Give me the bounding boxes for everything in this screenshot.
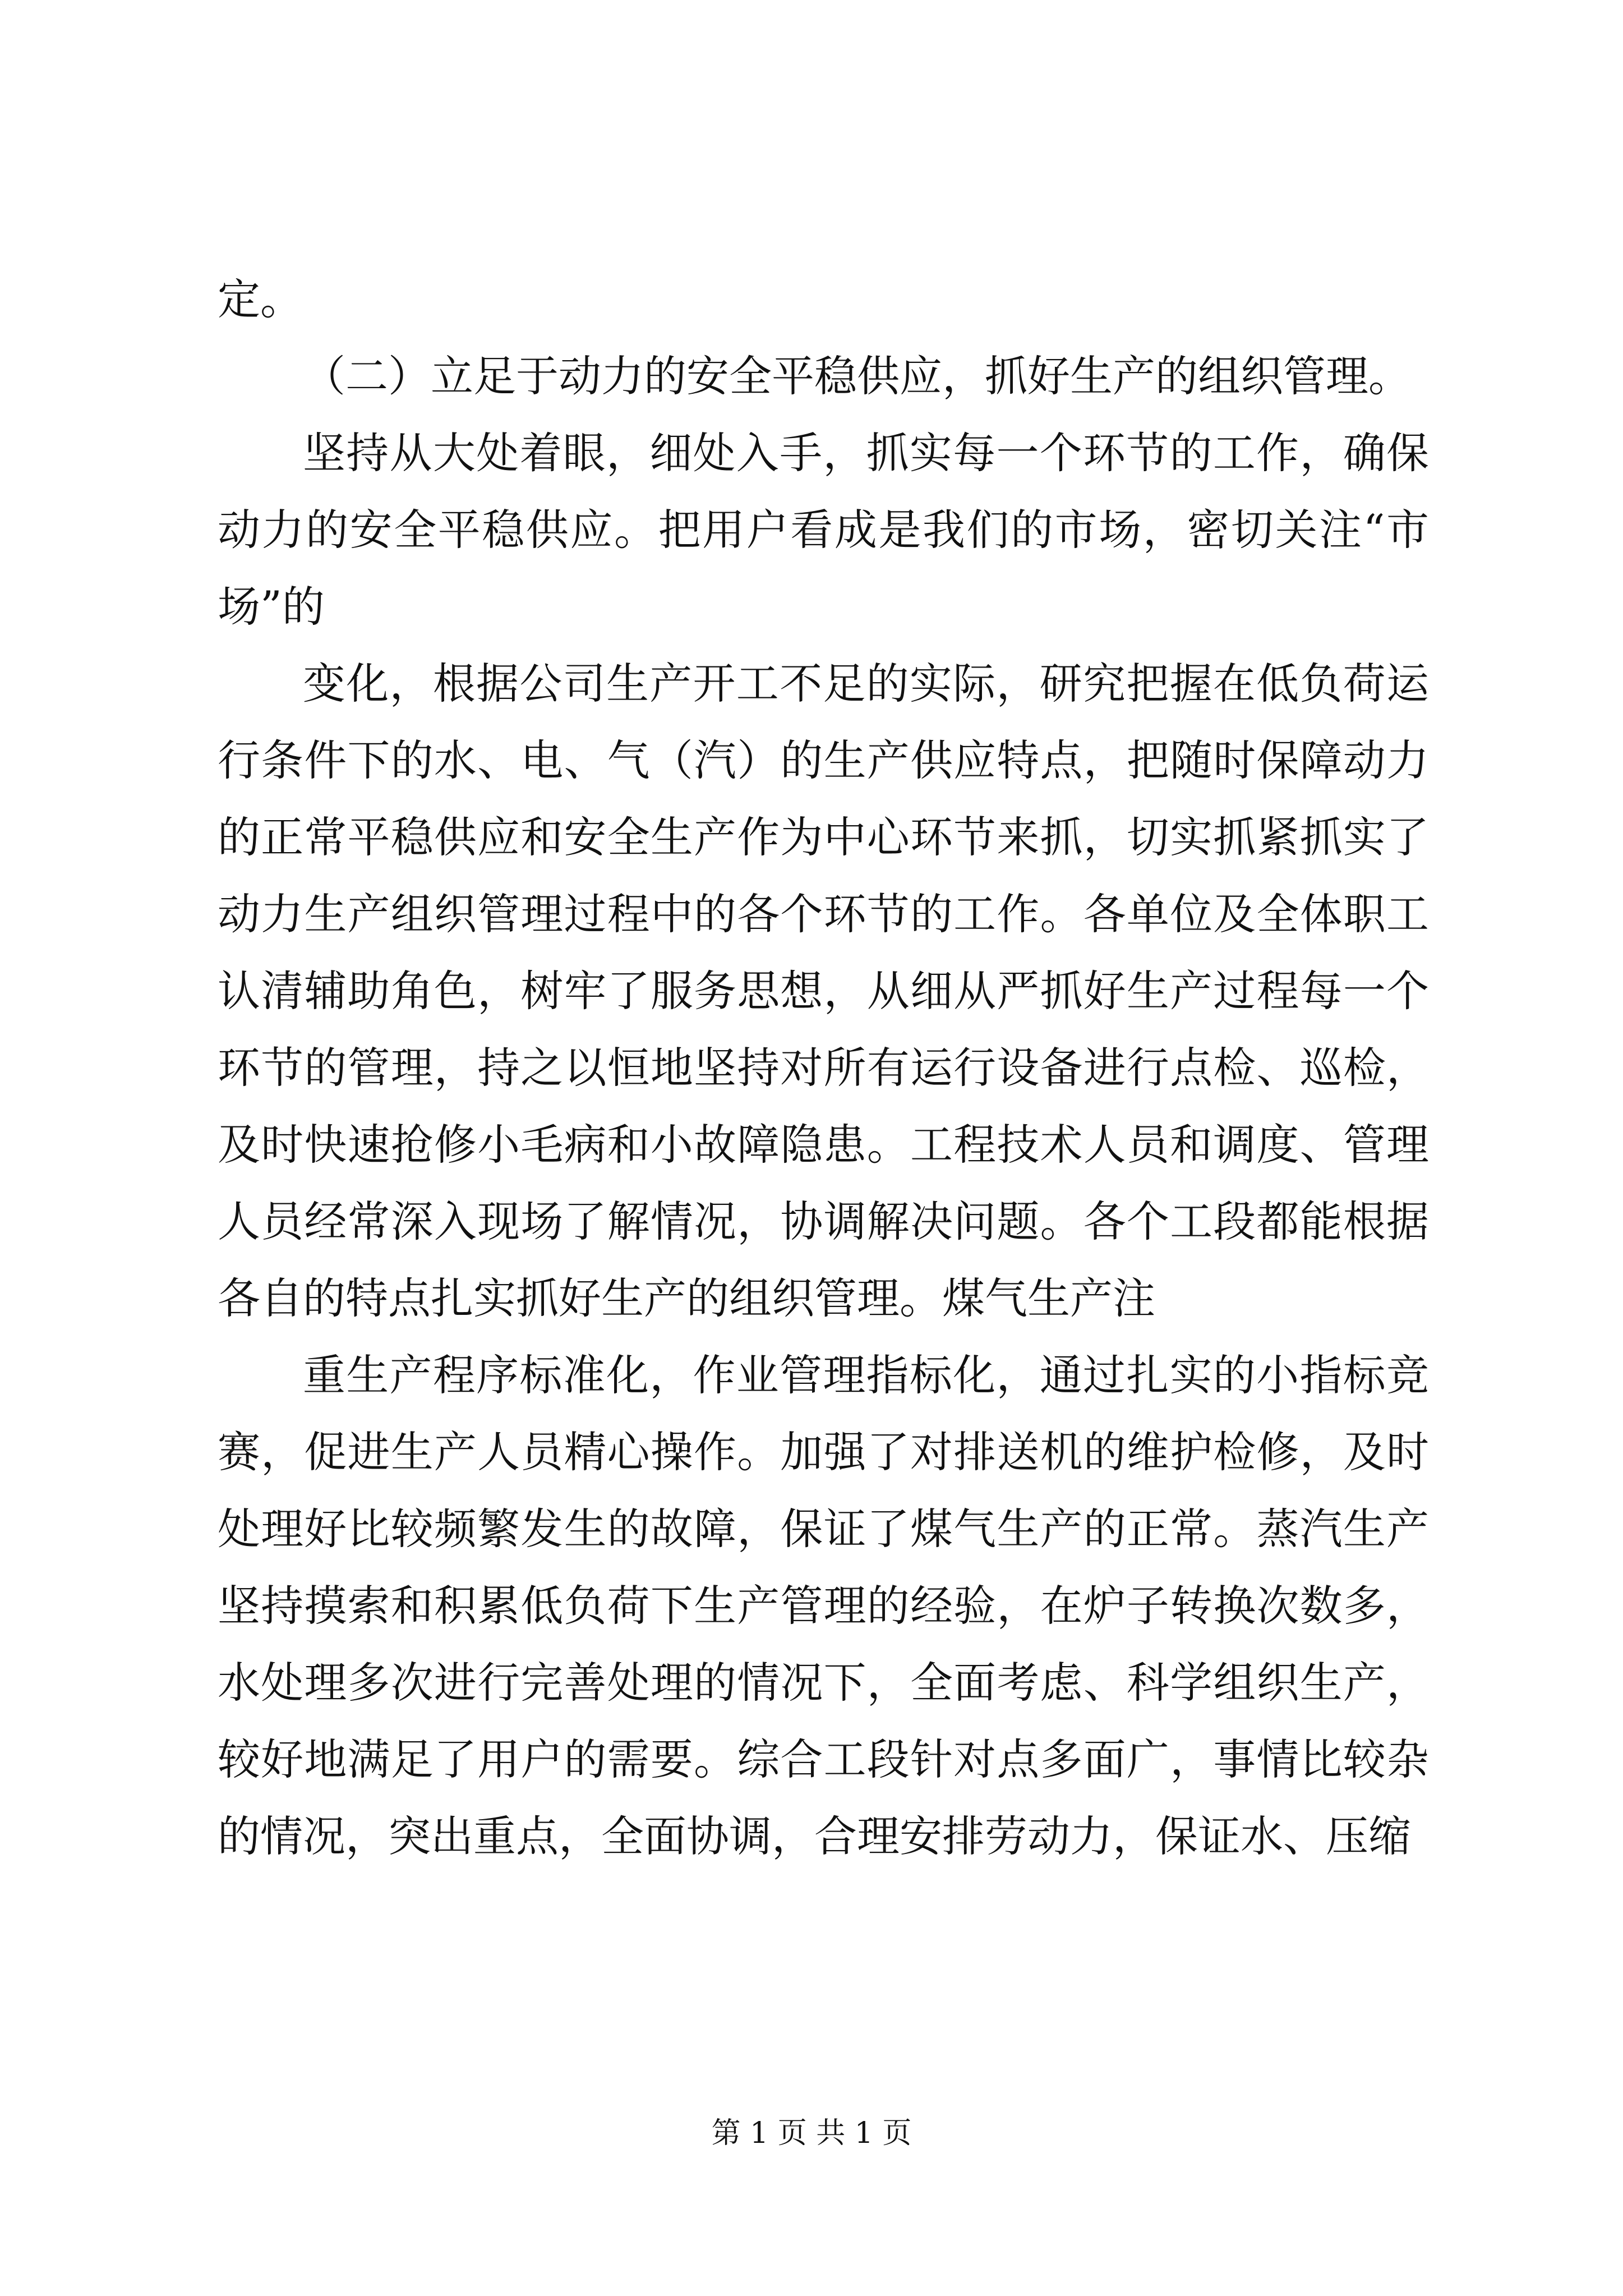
page-footer: 第 1 页 共 1 页 [711, 2116, 912, 2150]
paragraph-4: 变化，根据公司生产开工不足的实际，研究把握在低负荷运行条件下的水、电、气（汽）的生产供应特点，把随时保障动力的正常平稳供应和安全生产作为中心环节来抓，切实抓紧抓实了动力生产组织管理过程中的各个环节的工作。各单位及全体职工认清辅助角色，树牢了服务思想，从细从严抓好生产过程每一个环节的管理，持之以恒地坚持对所有运行设备进行点检、巡检，及时快速抢修小毛病和小故障隐患。工程技术人员和调度、管理人员经常深入现场了解情况，协调解决问题。各个工段都能根据各自的特点扎实抓好生产的组织管理。煤气生产注 [218, 659, 1429, 1323]
paragraph-5: 重生产程序标准化，作业管理指标化，通过扎实的小指标竞赛，促进生产人员精心操作。加强了对排送机的维护检修，及时处理好比较频繁发生的故障，保证了煤气生产的正常。蒸汽生产坚持摸索和积累低负荷下生产管理的经验，在炉子转换次数多，水处理多次进行完善处理的情况下，全面考虑、科学组织生产，较好地满足了用户的需要。综合工段针对点多面广，事情比较杂的情况，突出重点，全面协调，合理安排劳动力，保证水、压缩 [218, 1350, 1429, 1861]
section-heading: （二）立足于动力的安全平稳供应，抓好生产的组织管理。 [303, 351, 1411, 401]
document-body [218, 261, 1429, 1875]
paragraph-1: 定。 [218, 274, 303, 324]
paragraph-3: 坚持从大处着眼，细处入手，抓实每一个环节的工作，确保动力的安全平稳供应。把用户看成是我们的市场，密切关注“市场”的 [218, 428, 1429, 632]
